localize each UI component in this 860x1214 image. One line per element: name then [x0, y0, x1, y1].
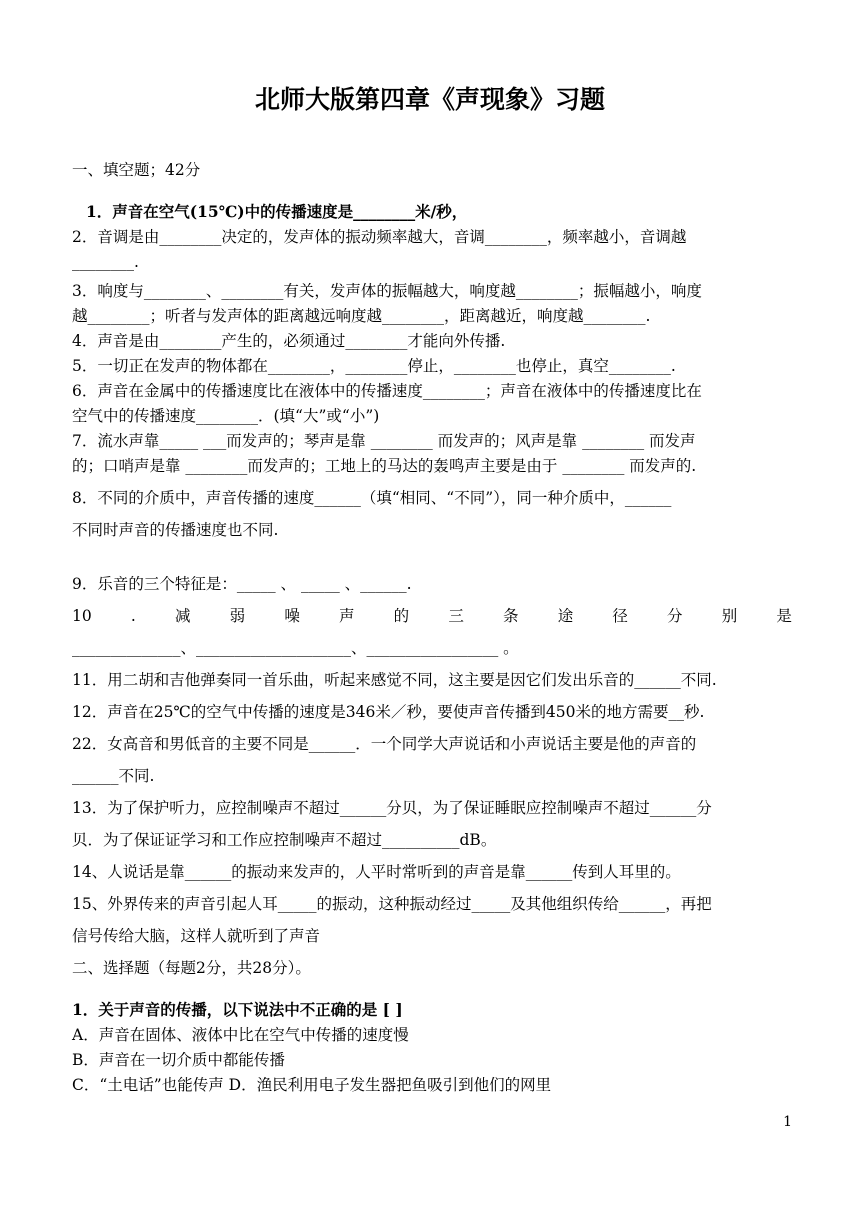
q10-char: 减 — [174, 607, 191, 625]
section-heading-fill-blank: 一、填空题；42分 — [72, 161, 201, 179]
question-3-line-2: 越________；听者与发声体的距离越远响度越________，距离越近，响度越________. — [72, 307, 651, 325]
question-1: 1．声音在空气(15℃)中的传播速度是________米/秒， — [86, 202, 468, 221]
q10-char: 三 — [448, 607, 464, 625]
question-3-line-1: 3．响度与________、________有关，发声体的振幅越大，响度越________；振幅越小，响度 — [72, 282, 702, 300]
section-heading-multiple-choice: 二、选择题（每题2分，共28分）。 — [72, 959, 311, 977]
q10-char: 声 — [339, 607, 355, 625]
question-2-line-2: ________. — [72, 253, 139, 271]
q10-char: 是 — [776, 607, 792, 625]
q10-char: 噪 — [284, 607, 300, 625]
choice-option-b: B．声音在一切介质中都能传播 — [72, 1051, 285, 1069]
question-10-line-1 — [72, 606, 792, 626]
question-6-line-1: 6．声音在金属中的传播速度比在液体中的传播速度________；声音在液体中的传播速度比在 — [72, 382, 702, 400]
question-13-line-2: 贝．为了保证证学习和工作应控制噪声不超过__________dB。 — [72, 831, 497, 849]
question-22-line-1: 22．女高音和男低音的主要不同是______．一个同学大声说话和小声说话主要是他的声音的 — [72, 735, 697, 753]
question-4: 4．声音是由________产生的，必须通过________才能向外传播. — [72, 332, 506, 350]
question-13-line-1: 13．为了保护听力，应控制噪声不超过______分贝，为了保证睡眠应控制噪声不超过______分 — [72, 799, 712, 817]
question-7-line-1: 7．流水声靠_____ ___而发声的；琴声是靠 ________ 而发声的；风声是靠 ________ 而发声 — [72, 432, 696, 450]
q10-char: . — [130, 607, 136, 625]
q10-char: 弱 — [229, 607, 246, 625]
q10-char: 分 — [667, 607, 683, 625]
page-title: 北师大版第四章《声现象》习题 — [254, 85, 605, 114]
question-15-line-1: 15、外界传来的声音引起人耳_____的振动，这种振动经过_____及其他组织传给______，再把 — [72, 895, 712, 913]
document-body — [72, 160, 792, 1095]
question-10-line-2: ______________、____________________、_________________ 。 — [72, 639, 519, 657]
question-8-line-2: 不同时声音的传播速度也不同. — [72, 521, 279, 539]
q10-char: 别 — [721, 607, 738, 625]
q10-char: 径 — [612, 607, 628, 625]
q10-char: 条 — [503, 607, 519, 625]
question-11: 11．用二胡和吉他弹奏同一首乐曲，听起来感觉不同，这主要是因它们发出乐音的______不同. — [72, 671, 717, 689]
question-22-line-2: ______不同. — [72, 767, 155, 785]
q10-char: 途 — [557, 607, 574, 625]
q10-char: 的 — [393, 607, 410, 625]
question-2-line-1: 2．音调是由________决定的，发声体的振动频率越大，音调________，频率越小，音调越 — [72, 228, 687, 246]
question-12: 12．声音在25℃的空气中传播的速度是346米／秒，要使声音传播到450米的地方需要__秒. — [72, 703, 705, 721]
choice-options-c-d: C．“土电话”也能传声 D．渔民利用电子发生器把鱼吸引到他们的网里 — [72, 1076, 552, 1094]
page-number: 1 — [783, 1114, 792, 1130]
question-8-line-1: 8．不同的介质中，声音传播的速度______（填“相同、“不同”），同一种介质中，______ — [72, 489, 672, 507]
question-15-line-2: 信号传给大脑，这样人就听到了声音 — [72, 927, 321, 945]
question-9: 9．乐音的三个特征是：_____ 、 _____ 、______. — [72, 575, 412, 593]
q10-char: 10 — [72, 607, 92, 625]
question-7-line-2: 的；口哨声是靠 ________而发声的；工地上的马达的轰鸣声主要是由于 ________ 而发声的. — [72, 457, 697, 475]
question-6-line-2: 空气中的传播速度________．(填“大”或“小”) — [72, 407, 380, 425]
choice-question-1: 1．关于声音的传播，以下说法中不正确的是 [ ] — [72, 1000, 403, 1019]
question-5: 5．一切正在发声的物体都在________，________停止，________也停止，真空________. — [72, 357, 676, 375]
question-14: 14、人说话是靠______的振动来发声的，人平时常听到的声音是靠______传到人耳里的。 — [72, 863, 681, 881]
choice-option-a: A．声音在固体、液体中比在空气中传播的速度慢 — [72, 1026, 409, 1044]
